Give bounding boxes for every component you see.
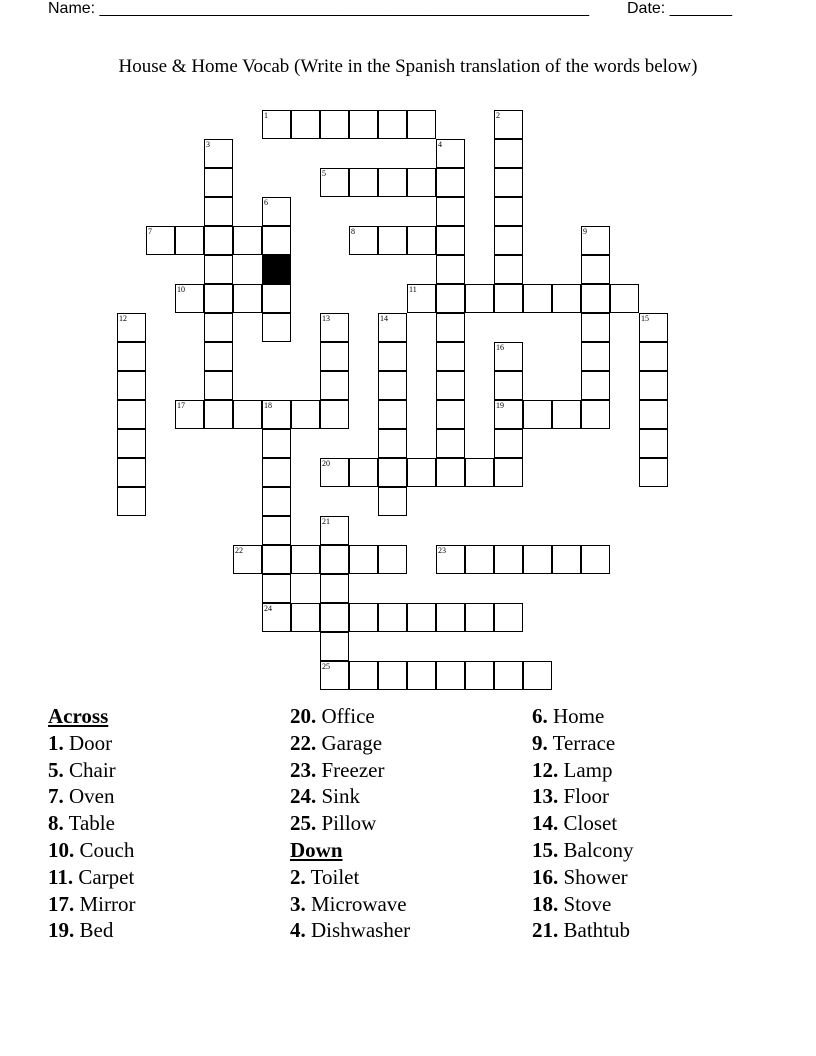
grid-cell[interactable] [378, 342, 407, 371]
grid-cell[interactable] [523, 661, 552, 690]
grid-cell[interactable] [552, 545, 581, 574]
clue-across-5 [48, 757, 136, 784]
grid-cell[interactable] [378, 313, 407, 342]
grid-cell[interactable] [378, 110, 407, 139]
grid-cell[interactable] [204, 226, 233, 255]
grid-cell[interactable] [262, 603, 291, 632]
grid-cell[interactable] [320, 168, 349, 197]
clue-down-4 [290, 917, 410, 944]
grid-cell[interactable] [523, 545, 552, 574]
grid-cell[interactable] [639, 429, 668, 458]
cell-number: 20 [322, 459, 330, 468]
clue-text: Table [68, 811, 115, 836]
grid-cell[interactable] [581, 400, 610, 429]
clue-number: 14. [532, 811, 559, 836]
grid-cell[interactable] [436, 139, 465, 168]
grid-cell[interactable] [465, 458, 494, 487]
grid-cell[interactable] [204, 255, 233, 284]
grid-cell[interactable] [494, 226, 523, 255]
clue-number: 11. [48, 864, 74, 889]
grid-cell[interactable] [117, 487, 146, 516]
grid-cell[interactable] [494, 661, 523, 690]
cell-number: 24 [264, 604, 272, 613]
clue-text: Home [553, 704, 605, 728]
grid-cell[interactable] [378, 168, 407, 197]
grid-cell[interactable] [117, 429, 146, 458]
clue-down-16 [532, 864, 633, 891]
grid-cell[interactable] [262, 487, 291, 516]
cell-number: 23 [438, 546, 446, 555]
grid-cell[interactable] [581, 255, 610, 284]
grid-cell[interactable] [378, 603, 407, 632]
grid-cell[interactable] [581, 313, 610, 342]
black-square [262, 255, 291, 284]
grid-cell[interactable] [494, 255, 523, 284]
cell-number: 15 [641, 314, 649, 323]
grid-cell[interactable] [262, 197, 291, 226]
clue-text: Microwave [311, 891, 407, 916]
clue-down-15 [532, 837, 633, 864]
clue-text: Dishwasher [311, 918, 411, 943]
clue-number: 5. [48, 757, 64, 782]
cell-number: 19 [496, 401, 504, 410]
grid-cell[interactable] [378, 545, 407, 574]
grid-cell[interactable] [436, 197, 465, 226]
grid-cell[interactable] [436, 168, 465, 197]
clue-column-3 [532, 703, 633, 944]
clue-down-18 [532, 891, 633, 918]
grid-cell[interactable] [320, 458, 349, 487]
grid-cell[interactable] [233, 226, 262, 255]
clue-text: Bathtub [563, 918, 630, 943]
clue-number: 3. [290, 891, 306, 916]
clue-text: Pillow [321, 811, 377, 836]
cell-number: 2 [496, 111, 500, 120]
grid-cell[interactable] [262, 574, 291, 603]
grid-cell[interactable] [175, 226, 204, 255]
grid-cell[interactable] [262, 458, 291, 487]
grid-cell[interactable] [320, 371, 349, 400]
clue-across-23 [290, 757, 410, 784]
grid-cell[interactable] [436, 284, 465, 313]
clue-text: Door [69, 730, 113, 755]
grid-cell[interactable] [320, 313, 349, 342]
grid-cell[interactable] [407, 226, 436, 255]
grid-cell[interactable] [523, 284, 552, 313]
clue-text: Shower [563, 864, 628, 889]
clue-text: Stove [563, 891, 612, 916]
grid-cell[interactable] [378, 371, 407, 400]
clue-text: Oven [69, 784, 115, 809]
down-heading: Down [290, 837, 343, 862]
clue-down-9 [532, 730, 633, 757]
clue-across-25 [290, 810, 410, 837]
grid-cell[interactable] [436, 429, 465, 458]
clue-text: Lamp [563, 757, 613, 782]
grid-cell[interactable] [146, 226, 175, 255]
grid-cell[interactable] [581, 284, 610, 313]
grid-cell[interactable] [204, 371, 233, 400]
grid-cell[interactable] [494, 545, 523, 574]
grid-cell[interactable] [639, 313, 668, 342]
grid-cell[interactable] [204, 400, 233, 429]
clue-text: Terrace [552, 730, 616, 755]
cell-number: 21 [322, 517, 330, 526]
grid-cell[interactable] [262, 400, 291, 429]
grid-cell[interactable] [320, 545, 349, 574]
clue-text: Closet [563, 811, 618, 836]
cell-number: 6 [264, 198, 268, 207]
date-line[interactable]: Date: _______ [627, 0, 732, 17]
grid-cell[interactable] [407, 284, 436, 313]
grid-cell[interactable] [262, 313, 291, 342]
grid-cell[interactable] [494, 458, 523, 487]
grid-cell[interactable] [436, 400, 465, 429]
grid-cell[interactable] [465, 603, 494, 632]
cell-number: 13 [322, 314, 330, 323]
clue-down-21 [532, 917, 633, 944]
clue-across-19 [48, 917, 136, 944]
grid-cell[interactable] [349, 110, 378, 139]
clue-text: Balcony [563, 837, 634, 862]
clue-number: 17. [48, 891, 75, 916]
grid-cell[interactable] [349, 603, 378, 632]
grid-cell[interactable] [552, 284, 581, 313]
grid-cell[interactable] [349, 168, 378, 197]
cell-number: 3 [206, 140, 210, 149]
clue-number: 22. [290, 730, 317, 755]
grid-cell[interactable] [407, 110, 436, 139]
cell-number: 7 [148, 227, 152, 236]
clue-down-2 [290, 864, 410, 891]
grid-cell[interactable] [436, 545, 465, 574]
grid-cell[interactable] [378, 487, 407, 516]
clue-text: Sink [321, 784, 361, 809]
grid-cell[interactable] [581, 545, 610, 574]
grid-cell[interactable] [465, 284, 494, 313]
grid-cell[interactable] [436, 458, 465, 487]
cell-number: 22 [235, 546, 243, 555]
clue-text: Garage [321, 730, 383, 755]
clue-number: 9. [532, 730, 548, 755]
cell-number: 5 [322, 169, 326, 178]
clue-number: 7. [48, 784, 64, 809]
grid-cell[interactable] [349, 545, 378, 574]
grid-cell[interactable] [117, 342, 146, 371]
clue-number: 2. [290, 864, 306, 889]
cell-number: 18 [264, 401, 272, 410]
cell-number: 8 [351, 227, 355, 236]
grid-cell[interactable] [117, 400, 146, 429]
clue-text: Freezer [321, 757, 385, 782]
grid-cell[interactable] [436, 661, 465, 690]
grid-cell[interactable] [204, 342, 233, 371]
grid-cell[interactable] [262, 284, 291, 313]
clue-number: 10. [48, 837, 75, 862]
grid-cell[interactable] [320, 400, 349, 429]
grid-cell[interactable] [494, 139, 523, 168]
grid-cell[interactable] [349, 226, 378, 255]
grid-cell[interactable] [291, 110, 320, 139]
grid-cell[interactable] [639, 458, 668, 487]
grid-cell[interactable] [291, 400, 320, 429]
grid-cell[interactable] [262, 545, 291, 574]
grid-cell[interactable] [407, 168, 436, 197]
clue-number: 13. [532, 784, 559, 809]
grid-cell[interactable] [117, 371, 146, 400]
page-title: House & Home Vocab (Write in the Spanish translation of the words below) [118, 56, 698, 77]
grid-cell[interactable] [639, 342, 668, 371]
name-line[interactable]: Name: _______________________________________________________ [48, 0, 589, 17]
grid-cell[interactable] [639, 400, 668, 429]
clue-across-24 [290, 783, 410, 810]
cell-number: 16 [496, 343, 504, 352]
grid-cell[interactable] [436, 313, 465, 342]
clue-across-22 [290, 730, 410, 757]
grid-cell[interactable] [233, 400, 262, 429]
clue-number: 24. [290, 784, 317, 809]
grid-cell[interactable] [378, 429, 407, 458]
grid-cell[interactable] [320, 661, 349, 690]
grid-cell[interactable] [320, 516, 349, 545]
clue-across-20 [290, 703, 410, 730]
clue-number: 15. [532, 837, 559, 862]
grid-cell[interactable] [378, 226, 407, 255]
clue-down-3 [290, 891, 410, 918]
cell-number: 11 [409, 285, 417, 294]
grid-cell[interactable] [494, 400, 523, 429]
grid-cell[interactable] [494, 110, 523, 139]
grid-cell[interactable] [639, 371, 668, 400]
clue-number: 16. [532, 864, 559, 889]
clue-text: Toilet [310, 864, 360, 889]
cell-number: 25 [322, 662, 330, 671]
grid-cell[interactable] [204, 168, 233, 197]
clue-down-13 [532, 783, 633, 810]
clue-down-14 [532, 810, 633, 837]
grid-cell[interactable] [407, 603, 436, 632]
clue-across-11 [48, 864, 136, 891]
grid-cell[interactable] [262, 226, 291, 255]
clue-text: Chair [69, 757, 116, 782]
clue-number: 8. [48, 811, 64, 836]
grid-cell[interactable] [436, 603, 465, 632]
clue-number: 6. [532, 704, 548, 728]
grid-cell[interactable] [262, 429, 291, 458]
clue-text: Office [321, 704, 375, 728]
clue-number: 1. [48, 730, 64, 755]
cell-number: 9 [583, 227, 587, 236]
clue-number: 23. [290, 757, 317, 782]
grid-cell[interactable] [320, 632, 349, 661]
grid-cell[interactable] [581, 342, 610, 371]
clue-number: 19. [48, 918, 75, 943]
grid-cell[interactable] [378, 400, 407, 429]
grid-cell[interactable] [117, 458, 146, 487]
grid-cell[interactable] [523, 400, 552, 429]
clue-across-10 [48, 837, 136, 864]
cell-number: 12 [119, 314, 127, 323]
clue-across-1 [48, 730, 136, 757]
clue-column-2 [290, 703, 410, 944]
cell-number: 14 [380, 314, 388, 323]
clue-down-6 [532, 703, 633, 730]
grid-cell[interactable] [320, 110, 349, 139]
grid-cell[interactable] [494, 342, 523, 371]
clue-number: 12. [532, 757, 559, 782]
clue-text: Floor [563, 784, 610, 809]
clue-down-12 [532, 757, 633, 784]
grid-cell[interactable] [320, 574, 349, 603]
clue-text: Carpet [78, 864, 135, 889]
grid-cell[interactable] [204, 313, 233, 342]
grid-cell[interactable] [175, 284, 204, 313]
clue-number: 18. [532, 891, 559, 916]
cell-number: 10 [177, 285, 185, 294]
grid-cell[interactable] [436, 226, 465, 255]
grid-cell[interactable] [494, 603, 523, 632]
clue-number: 25. [290, 811, 317, 836]
grid-cell[interactable] [320, 342, 349, 371]
clue-text: Bed [79, 918, 114, 943]
grid-cell[interactable] [204, 284, 233, 313]
clue-across-17 [48, 891, 136, 918]
clue-across-8 [48, 810, 136, 837]
grid-cell[interactable] [204, 197, 233, 226]
clue-number: 20. [290, 704, 317, 728]
grid-cell[interactable] [436, 371, 465, 400]
grid-cell[interactable] [465, 545, 494, 574]
grid-cell[interactable] [117, 313, 146, 342]
clue-text: Couch [79, 837, 135, 862]
grid-cell[interactable] [378, 661, 407, 690]
grid-cell[interactable] [494, 197, 523, 226]
grid-cell[interactable] [465, 661, 494, 690]
clue-number: 21. [532, 918, 559, 943]
grid-cell[interactable] [262, 110, 291, 139]
grid-cell[interactable] [233, 284, 262, 313]
grid-cell[interactable] [552, 400, 581, 429]
clue-number: 4. [290, 918, 306, 943]
clue-text: Mirror [79, 891, 136, 916]
grid-cell[interactable] [494, 429, 523, 458]
grid-cell[interactable] [407, 458, 436, 487]
grid-cell[interactable] [262, 516, 291, 545]
grid-cell[interactable] [581, 226, 610, 255]
grid-cell[interactable] [175, 400, 204, 429]
grid-cell[interactable] [436, 342, 465, 371]
grid-cell[interactable] [610, 284, 639, 313]
grid-cell[interactable] [233, 545, 262, 574]
cell-number: 1 [264, 111, 268, 120]
grid-cell[interactable] [291, 545, 320, 574]
cell-number: 4 [438, 140, 442, 149]
grid-cell[interactable] [494, 371, 523, 400]
grid-cell[interactable] [378, 458, 407, 487]
cell-number: 17 [177, 401, 185, 410]
grid-cell[interactable] [320, 603, 349, 632]
grid-cell[interactable] [581, 371, 610, 400]
grid-cell[interactable] [494, 284, 523, 313]
grid-cell[interactable] [494, 168, 523, 197]
clue-column-1 [48, 703, 136, 944]
grid-cell[interactable] [204, 139, 233, 168]
grid-cell[interactable] [291, 603, 320, 632]
grid-cell[interactable] [349, 661, 378, 690]
grid-cell[interactable] [349, 458, 378, 487]
grid-cell[interactable] [436, 255, 465, 284]
grid-cell[interactable] [407, 661, 436, 690]
across-heading: Across [48, 704, 109, 728]
clue-across-7 [48, 783, 136, 810]
